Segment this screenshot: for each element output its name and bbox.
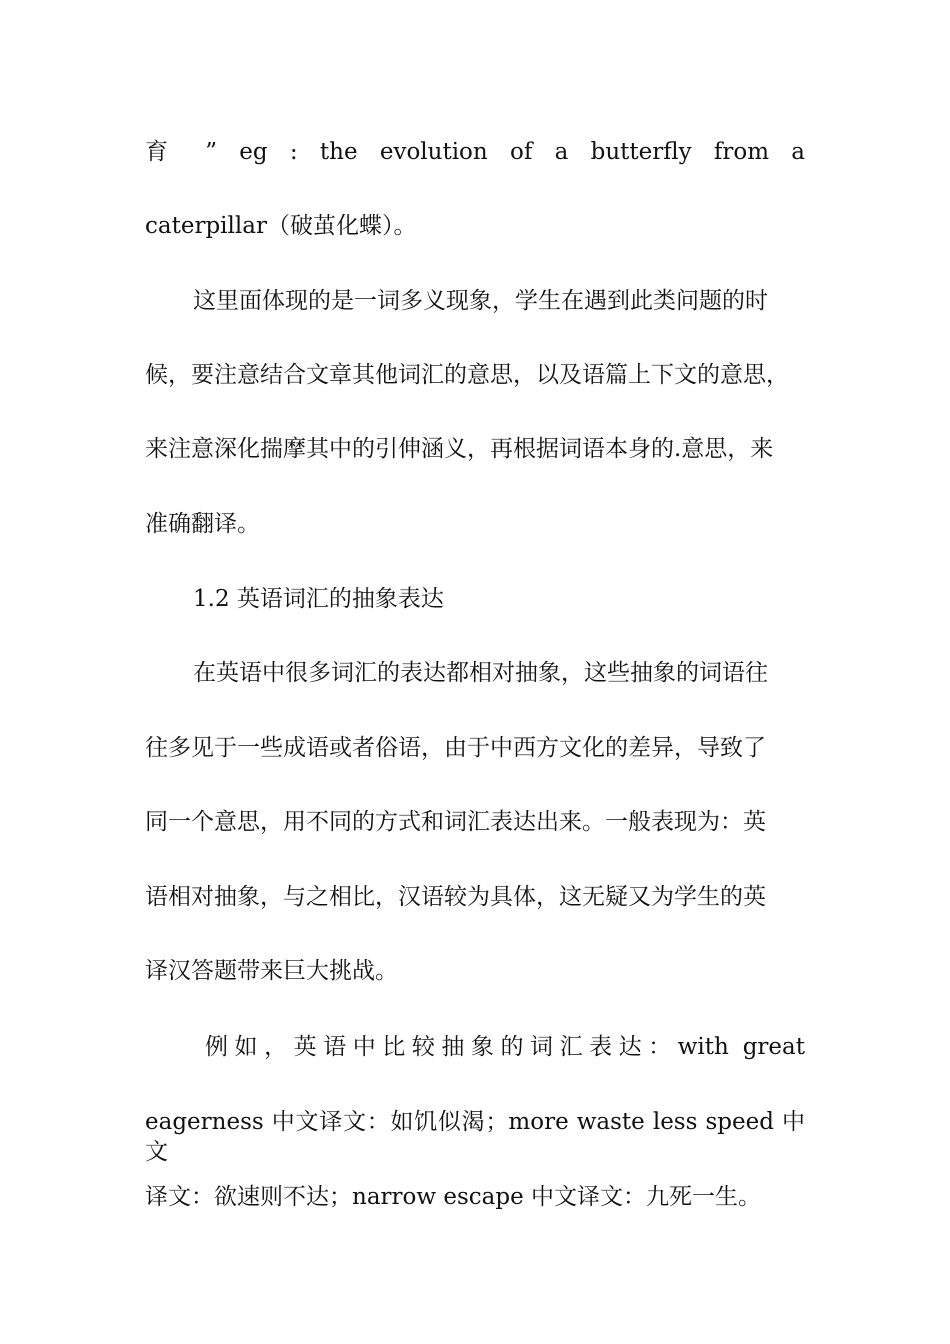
section-heading: 1.2 英语词汇的抽象表达	[193, 586, 444, 612]
paragraph-line-2: caterpillar（破茧化蝶）。	[145, 213, 417, 239]
paragraph-line-8: 在英语中很多词汇的表达都相对抽象，这些抽象的词语往	[193, 660, 768, 686]
paragraph-line-12: 译汉答题带来巨大挑战。	[145, 958, 398, 984]
paragraph-line-4: 候，要注意结合文章其他词汇的意思，以及语篇上下文的意思，	[145, 362, 789, 388]
paragraph-line-13: 例如，英语中比较抽象的词汇表达：with great	[205, 1034, 805, 1060]
paragraph-line-14: eagerness 中文译文：如饥似渴；more waste less speed 中文	[145, 1109, 805, 1165]
paragraph-line-1: 育 ” eg : the evolution of a butterfly from a	[145, 139, 805, 165]
paragraph-line-6: 准确翻译。	[145, 511, 260, 537]
paragraph-line-5: 来注意深化揣摩其中的引伸涵义，再根据词语本身的.意思，来	[145, 436, 774, 462]
paragraph-line-3: 这里面体现的是一词多义现象，学生在遇到此类问题的时	[193, 288, 768, 314]
paragraph-line-9: 往多见于一些成语或者俗语，由于中西方文化的差异，导致了	[145, 735, 766, 761]
paragraph-line-10: 同一个意思，用不同的方式和词汇表达出来。一般表现为：英	[145, 809, 766, 835]
paragraph-line-11: 语相对抽象，与之相比，汉语较为具体，这无疑又为学生的英	[145, 884, 766, 910]
paragraph-line-15: 译文：欲速则不达；narrow escape 中文译文：九死一生。	[145, 1184, 762, 1210]
